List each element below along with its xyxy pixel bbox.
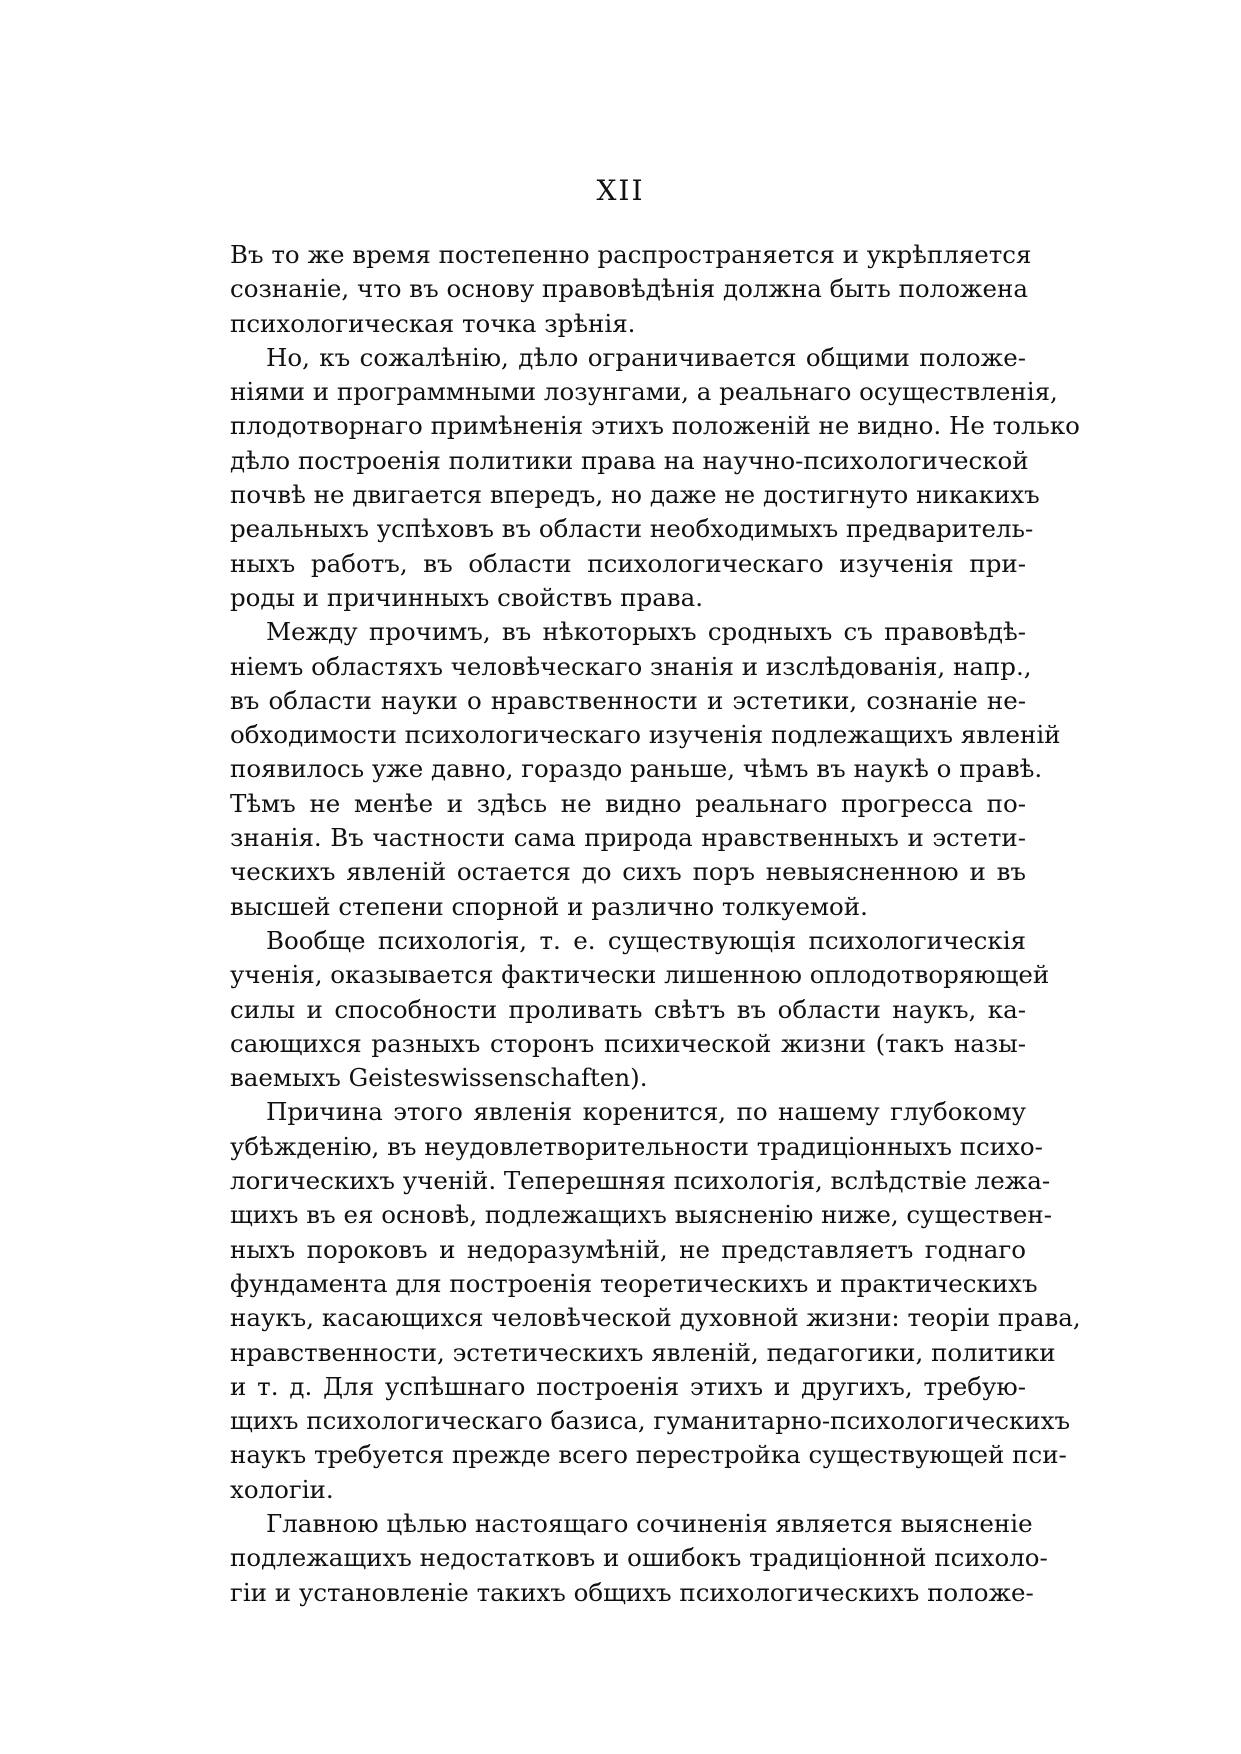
text-line: Главною цѣлью настоящаго сочиненія является выясненіе — [266, 1508, 1033, 1538]
text-line: ніемъ областяхъ человѣческаго знанія и изслѣдованія, напр., — [230, 651, 1032, 681]
text-line: высшей степени спорной и различно толкуемой. — [230, 891, 868, 921]
text-line: щихъ въ ея основѣ, подлежащихъ выясненію ниже, существен- — [230, 1200, 1053, 1230]
text-line: психологическая точка зрѣнія. — [230, 308, 636, 338]
text-line: ныхъ работъ, въ области психологическаго изученія при- — [230, 548, 1026, 578]
paragraph-6 — [230, 1507, 1048, 1610]
paragraph-3 — [230, 615, 1061, 924]
text-line: появилось уже давно, гораздо раньше, чѣмъ въ наукѣ о правѣ. — [230, 754, 1043, 784]
text-line: убѣжденію, въ неудовлетворительности традиціонныхъ психо- — [230, 1131, 1043, 1161]
text-line: Въ то же время постепенно распространяется и укрѣпляется — [230, 240, 1032, 269]
text-line: ученія, оказывается фактически лишенною оплодотворяющей — [230, 960, 1050, 990]
text-line: и т. д. Для успѣшнаго построенія этихъ и другихъ, требую- — [230, 1371, 1026, 1401]
paragraph-4 — [230, 924, 1050, 1095]
text-line: наукъ требуется прежде всего перестройка существующей пси- — [230, 1440, 1067, 1470]
text-line: Вообще психологія, т. е. существующія психологическія — [266, 925, 1026, 955]
text-line: Но, къ сожалѣнію, дѣло ограничивается общими положе- — [266, 342, 1026, 372]
text-line: хологіи. — [230, 1474, 334, 1504]
text-line: Между прочимъ, въ нѣкоторыхъ сродныхъ съ правовѣдѣ- — [266, 617, 1026, 647]
text-line: реальныхъ успѣховъ въ области необходимыхъ предваритель- — [230, 514, 1034, 544]
body-text — [230, 238, 1081, 1610]
text-line: подлежащихъ недостатковъ и ошибокъ традиціонной психоло- — [230, 1543, 1048, 1573]
text-line: обходимости психологическаго изученія подлежащихъ явленій — [230, 720, 1061, 750]
text-line: щихъ психологическаго базиса, гуманитарно-психологическихъ — [230, 1406, 1071, 1436]
text-line: наукъ, касающихся человѣческой духовной жизни: теоріи права, — [230, 1303, 1081, 1333]
text-line: фундамента для построенія теоретическихъ и практическихъ — [230, 1268, 1038, 1298]
text-line: дѣло построенія политики права на научно-психологической — [230, 445, 1029, 475]
text-line: ныхъ пороковъ и недоразумѣній, не представляетъ годнаго — [230, 1234, 1026, 1264]
text-line: сающихся разныхъ сторонъ психической жизни (такъ назы- — [230, 1028, 1026, 1058]
text-line: Причина этого явленія коренится, по нашему глубокому — [266, 1097, 1026, 1127]
paragraph-5 — [230, 1095, 1081, 1507]
text-line: ніями и программными лозунгами, а реальнаго осуществленія, — [230, 377, 1058, 407]
text-line: роды и причинныхъ свойствъ права. — [230, 582, 703, 612]
text-line: въ области науки о нравственности и эстетики, сознаніе не- — [230, 685, 1026, 715]
text-line: гіи и установленіе такихъ общихъ психологическихъ положе- — [230, 1577, 1034, 1607]
text-line: ваемыхъ Geisteswissenschaften). — [230, 1063, 648, 1093]
paragraph-1 — [230, 238, 1032, 341]
page-number: XII — [596, 174, 645, 207]
text-line: Тѣмъ не менѣе и здѣсь не видно реальнаго прогресса по- — [230, 788, 1026, 818]
text-line: силы и способности проливать свѣтъ въ области наукъ, ка- — [230, 994, 1026, 1024]
text-line: логическихъ ученій. Теперешняя психологія, вслѣдствіе лежа- — [230, 1166, 1051, 1196]
text-line: нравственности, эстетическихъ явленій, педагогики, политики — [230, 1337, 1056, 1367]
text-line: сознаніе, что въ основу правовѣдѣнія должна быть положена — [230, 274, 1028, 304]
text-line: почвѣ не двигается впередъ, но даже не достигнуто никакихъ — [230, 480, 1040, 510]
text-line: плодотворнаго примѣненія этихъ положеній не видно. Не только — [230, 411, 1080, 441]
text-line: ческихъ явленій остается до сихъ поръ невыясненною и въ — [230, 857, 1026, 887]
text-line: знанія. Въ частности сама природа нравственныхъ и эстети- — [230, 823, 1026, 853]
paragraph-2 — [230, 341, 1080, 615]
